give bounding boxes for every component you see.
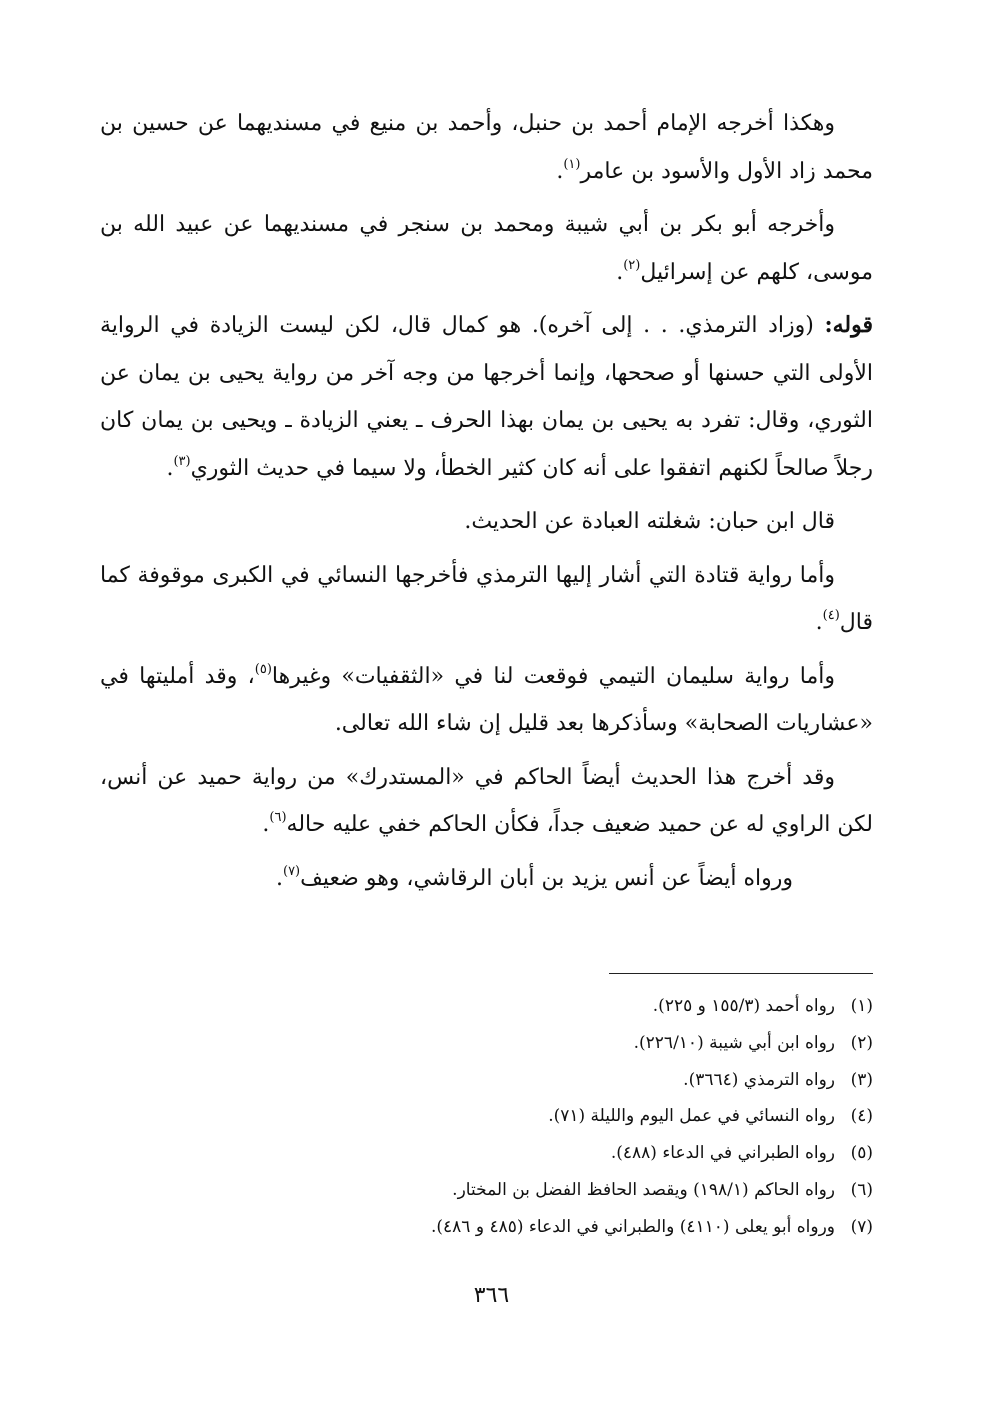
footnote-text: رواه النسائي في عمل اليوم والليلة (٧١). bbox=[548, 1106, 835, 1127]
footnote-text: رواه الترمذي (٣٦٦٤). bbox=[683, 1069, 835, 1090]
paragraph-text: (وزاد الترمذي. . . إلى آخره). هو كمال قال، لكن ليست الزيادة في الرواية الأولى التي حسنها أو صححها، وإنما أخرجها من وجه آخر من رواية يحيى بن يمان عن الثوري، وقال: تفرد به يحيى بن يمان بهذا الحرف ـ يعني الزيادة ـ ويحيى بن يمان كان رجلاً صالحاً لكنهم اتفقوا على أنه كان كثير الخطأ، ولا سيما في حديث الثوري bbox=[100, 313, 873, 481]
footnote bbox=[173, 1098, 873, 1135]
paragraph-lead: قوله: bbox=[824, 312, 873, 338]
footnote bbox=[173, 1062, 873, 1099]
paragraph bbox=[100, 552, 873, 647]
paragraph-end: . bbox=[815, 610, 823, 635]
paragraph bbox=[100, 302, 873, 492]
paragraph-text: وأما رواية سليمان التيمي فوقعت لنا في «الثقفيات» وغيرها bbox=[271, 663, 835, 689]
footnote-ref: (٣) bbox=[173, 453, 191, 469]
paragraph-text: ورواه أيضاً عن أنس يزيد بن أبان الرقاشي، وهو ضعيف bbox=[300, 865, 793, 891]
paragraph-end: ، وقد أمليتها في «عشاريات الصحابة» وسأذكرها بعد قليل إن شاء الله تعالى. bbox=[100, 663, 873, 736]
footnote-ref: (٧) bbox=[282, 863, 301, 879]
footnote bbox=[173, 1172, 873, 1209]
footnote-number: (٧) bbox=[850, 1216, 873, 1237]
main-text bbox=[100, 100, 873, 908]
footnote-ref: (١) bbox=[563, 156, 581, 172]
paragraph-end: . bbox=[616, 259, 624, 285]
footnote-ref: (٤) bbox=[822, 608, 840, 623]
paragraph-end: . bbox=[275, 865, 283, 891]
paragraph-end: . bbox=[166, 455, 174, 481]
footnote-number: (٢) bbox=[850, 1032, 873, 1053]
footnote bbox=[173, 988, 873, 1025]
footnote bbox=[173, 1025, 873, 1062]
footnote-text: رواه الحاكم (١٩٨/١) ويقصد الحافظ الفضل بن المختار. bbox=[452, 1179, 835, 1200]
paragraph-text: وأما رواية قتادة التي أشار إليها الترمذي فأخرجها النسائي في الكبرى موقوفة كما قال bbox=[100, 562, 873, 635]
page-number: ٣٦٦ bbox=[473, 1283, 510, 1308]
footnote-text: ورواه أبو يعلى (٤١١٠) والطبراني في الدعاء (٤٨٥ و ٤٨٦). bbox=[430, 1216, 835, 1237]
footnote-text: رواه ابن أبي شيبة (٢٢٦/١٠). bbox=[633, 1032, 835, 1053]
footnote-ref: (٥) bbox=[254, 661, 272, 677]
footnote-text: رواه أحمد (١٥٥/٣ و ٢٢٥). bbox=[652, 996, 835, 1016]
paragraph bbox=[100, 100, 873, 195]
paragraph bbox=[100, 498, 873, 546]
footnote bbox=[173, 1135, 873, 1172]
paragraph-end: . bbox=[556, 158, 564, 184]
footnote-number: (٦) bbox=[850, 1179, 873, 1200]
paragraph bbox=[100, 201, 873, 296]
paragraph bbox=[100, 855, 873, 903]
footnote-number: (١) bbox=[850, 996, 873, 1016]
footnote-separator bbox=[609, 973, 873, 974]
paragraph-text: قال ابن حبان: شغلته العبادة عن الحديث. bbox=[464, 509, 835, 534]
footnote-number: (٤) bbox=[850, 1106, 873, 1127]
paragraph-end: . bbox=[262, 812, 270, 837]
footnote bbox=[173, 1209, 873, 1246]
paragraph-text: وهكذا أخرجه الإمام أحمد بن حنبل، وأحمد بن منيع في مسنديهما عن حسين بن محمد زاد الأول والأسود بن عامر bbox=[100, 111, 873, 184]
paragraph bbox=[100, 653, 873, 748]
footnotes bbox=[173, 988, 873, 1246]
footnote-ref: (٢) bbox=[623, 257, 641, 273]
footnote-ref: (٦) bbox=[269, 810, 287, 825]
paragraph-text: وقد أخرج هذا الحديث أيضاً الحاكم في «المستدرك» من رواية حميد عن أنس، لكن الراوي له عن حميد ضعيف جداً، فكأن الحاكم خفي عليه حاله bbox=[100, 764, 873, 837]
paragraph-text: وأخرجه أبو بكر بن أبي شيبة ومحمد بن سنجر في مسنديهما عن عبيد الله بن موسى، كلهم عن إسرائيل bbox=[100, 212, 873, 285]
footnote-text: رواه الطبراني في الدعاء (٤٨٨). bbox=[610, 1143, 835, 1164]
footnote-number: (٥) bbox=[850, 1143, 873, 1164]
footnote-number: (٣) bbox=[850, 1069, 873, 1090]
paragraph bbox=[100, 754, 873, 849]
